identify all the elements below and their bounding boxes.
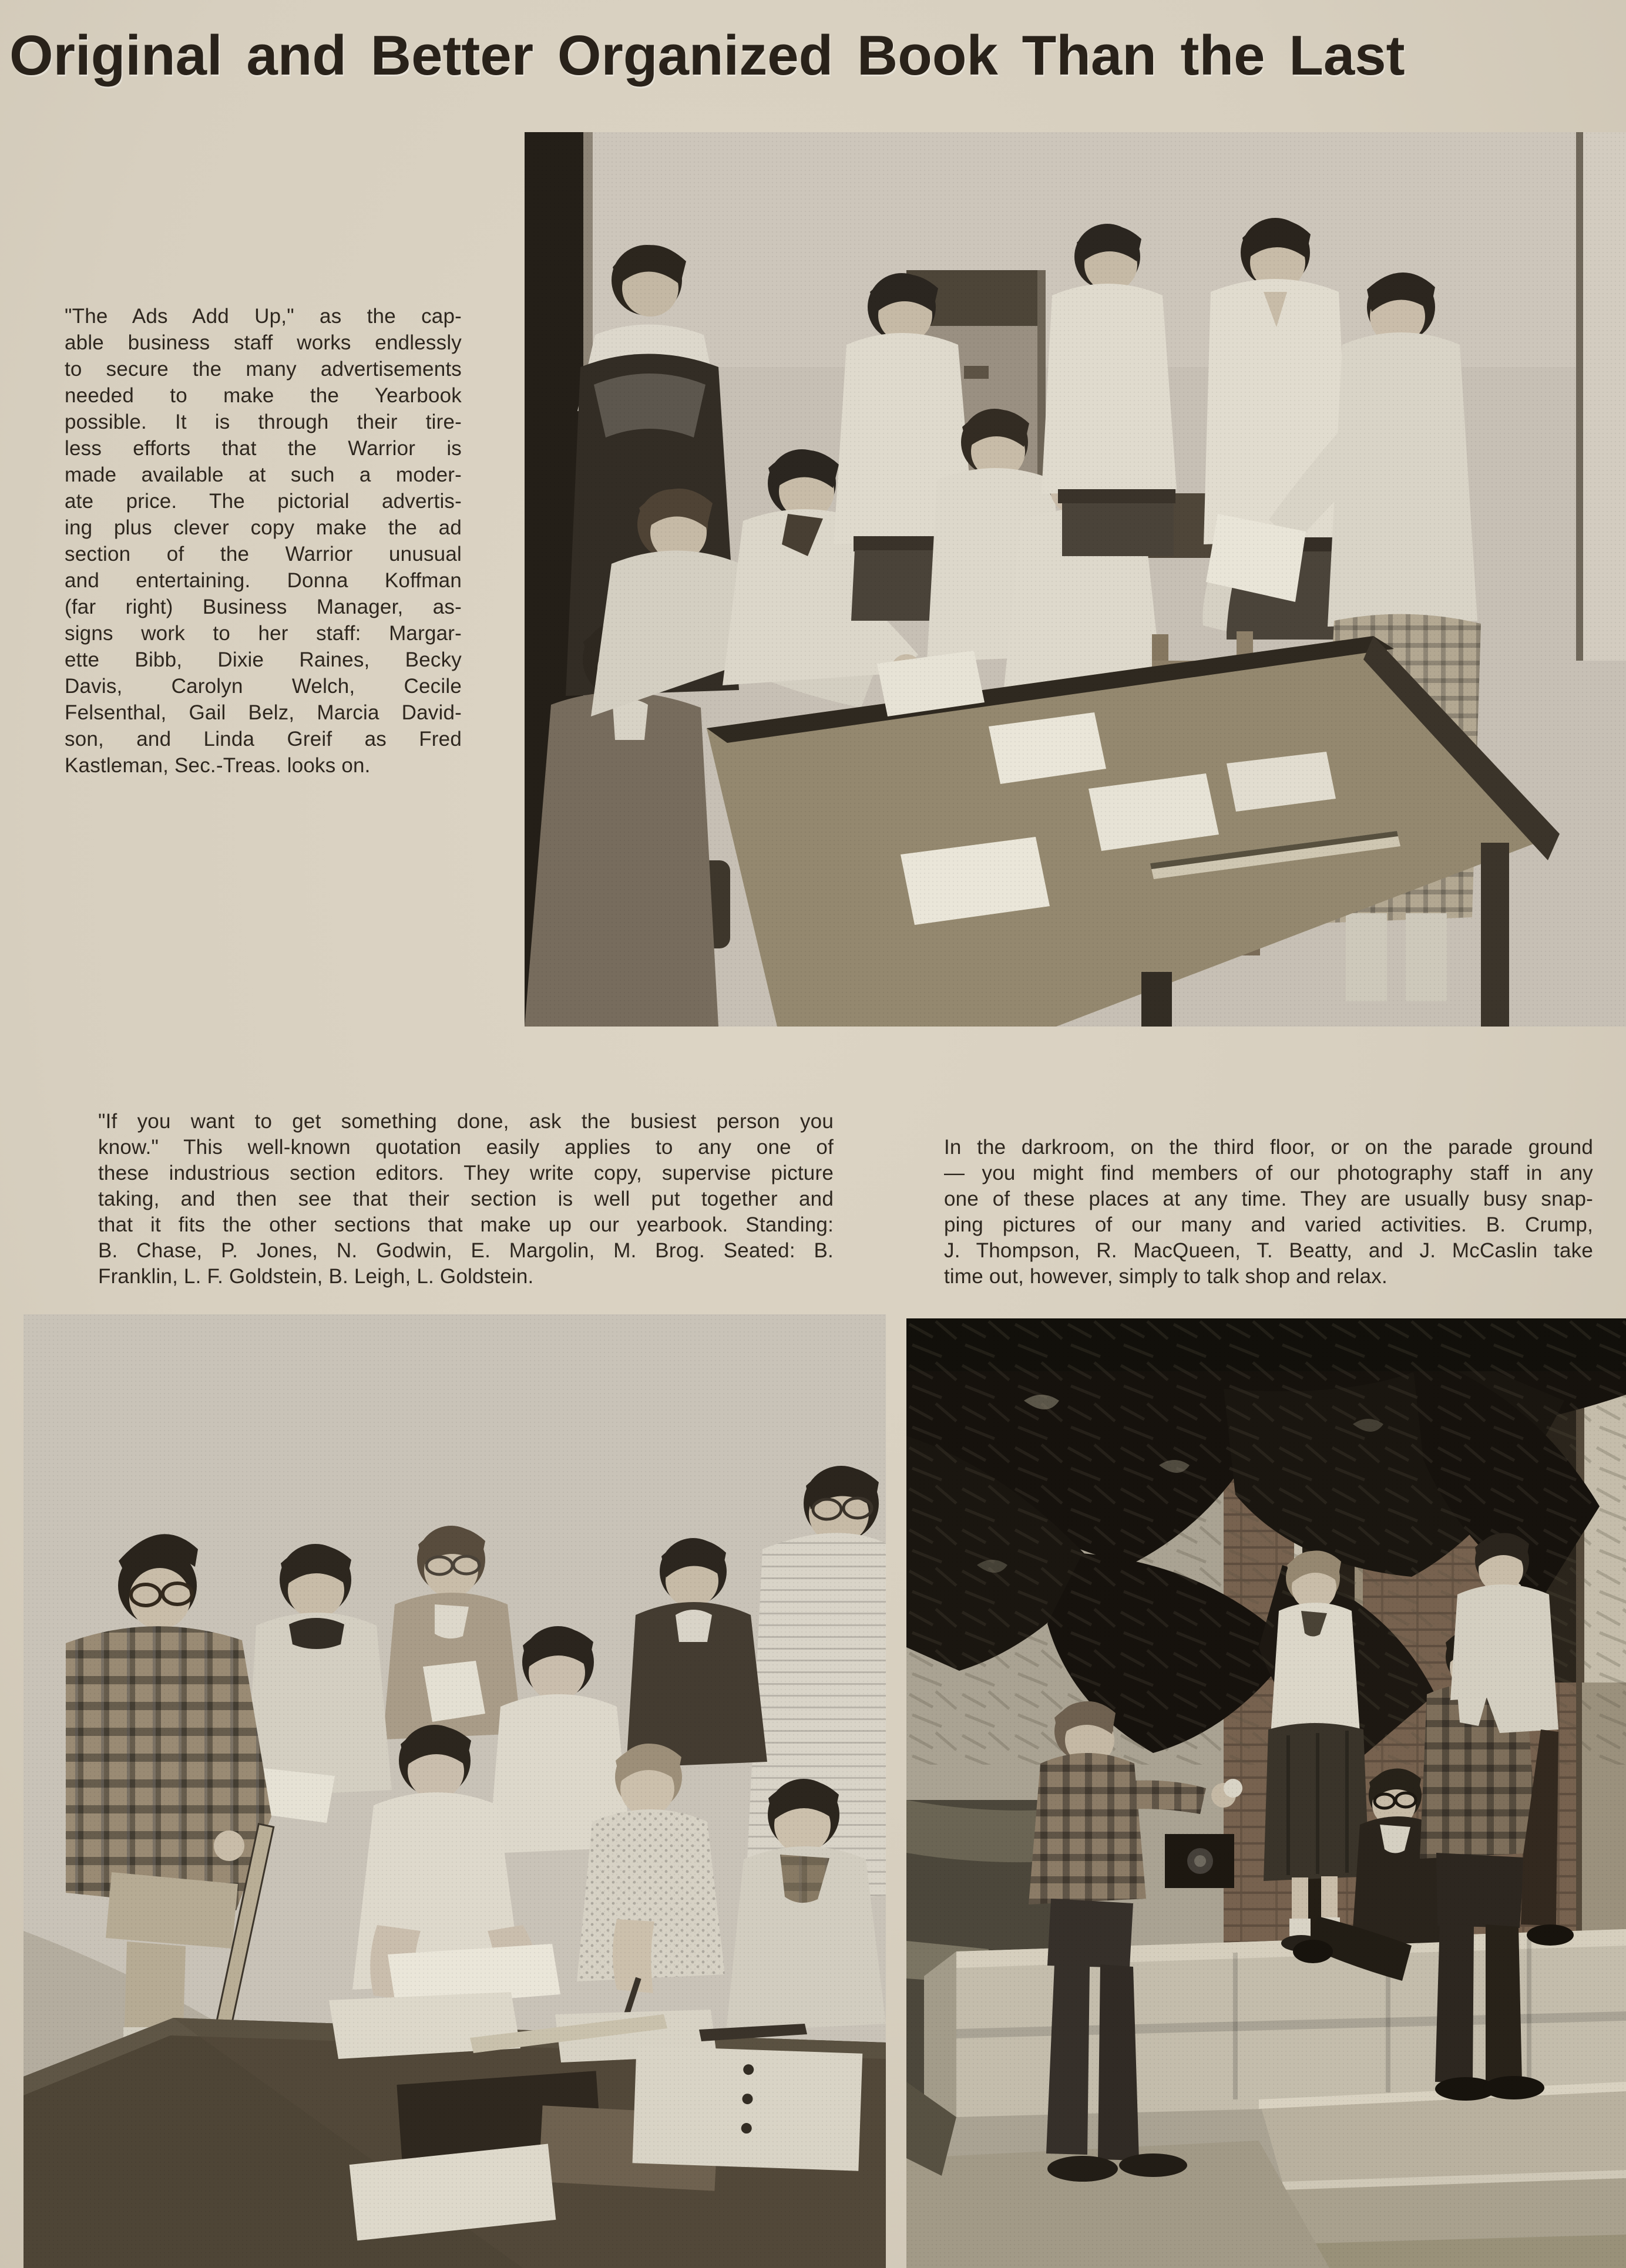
caption-line: Kastleman, Sec.-Treas. looks on. xyxy=(65,754,371,777)
page-title: Original and Better Organized Book Than the Last xyxy=(9,24,1405,87)
caption-line: section of the Warrior unusual xyxy=(65,543,462,566)
business-staff-photo xyxy=(525,132,1626,1027)
caption-line: taking, and then see that their section is well put together and xyxy=(98,1187,834,1210)
caption-line: ette Bibb, Dixie Raines, Becky xyxy=(65,648,462,671)
caption-line: possible. It is through their tire- xyxy=(65,410,462,433)
caption-line: son, and Linda Greif as Fred xyxy=(65,728,462,751)
caption-line: made available at such a moder- xyxy=(65,463,462,486)
section-editors-photo-illustration xyxy=(23,1314,886,2268)
section-editors-photo xyxy=(23,1314,886,2268)
caption-section-editors xyxy=(98,1109,834,1290)
caption-line: ping pictures of our many and varied activities. B. Crump, xyxy=(944,1213,1593,1236)
caption-line: signs work to her staff: Margar- xyxy=(65,622,462,645)
caption-line: (far right) Business Manager, as- xyxy=(65,595,462,618)
caption-line: Franklin, L. F. Goldstein, B. Leigh, L. Goldstein. xyxy=(98,1265,534,1288)
caption-line: know." This well-known quotation easily applies to any one of xyxy=(98,1136,834,1159)
photography-staff-photo-illustration xyxy=(906,1318,1626,2268)
caption-line: time out, however, simply to talk shop and relax. xyxy=(944,1265,1388,1288)
caption-line: B. Chase, P. Jones, N. Godwin, E. Margolin, M. Brog. Seated: B. xyxy=(98,1239,834,1262)
caption-line: one of these places at any time. They are usually busy snap- xyxy=(944,1187,1593,1210)
business-staff-photo-illustration xyxy=(525,132,1626,1027)
caption-business-staff xyxy=(65,303,462,779)
caption-line: — you might find members of our photography staff in any xyxy=(944,1162,1593,1185)
caption-line: less efforts that the Warrior is xyxy=(65,437,462,460)
caption-line: ing plus clever copy make the ad xyxy=(65,516,462,539)
caption-line: Davis, Carolyn Welch, Cecile xyxy=(65,675,462,698)
caption-line: these industrious section editors. They write copy, supervise picture xyxy=(98,1162,834,1185)
caption-line: "The Ads Add Up," as the cap- xyxy=(65,305,462,328)
caption-line: needed to make the Yearbook xyxy=(65,384,462,407)
caption-line: to secure the many advertisements xyxy=(65,358,462,381)
caption-line: ate price. The pictorial advertis- xyxy=(65,490,462,513)
caption-photography-staff xyxy=(944,1135,1593,1290)
caption-line: able business staff works endlessly xyxy=(65,331,462,354)
caption-line: In the darkroom, on the third floor, or on the parade ground xyxy=(944,1136,1593,1159)
caption-line: and entertaining. Donna Koffman xyxy=(65,569,462,592)
photography-staff-photo xyxy=(906,1318,1626,2268)
caption-line: Felsenthal, Gail Belz, Marcia David- xyxy=(65,701,462,724)
caption-line: "If you want to get something done, ask the busiest person you xyxy=(98,1110,834,1133)
caption-line: that it fits the other sections that make up our yearbook. Standing: xyxy=(98,1213,834,1236)
caption-line: J. Thompson, R. MacQueen, T. Beatty, and J. McCaslin take xyxy=(944,1239,1593,1262)
